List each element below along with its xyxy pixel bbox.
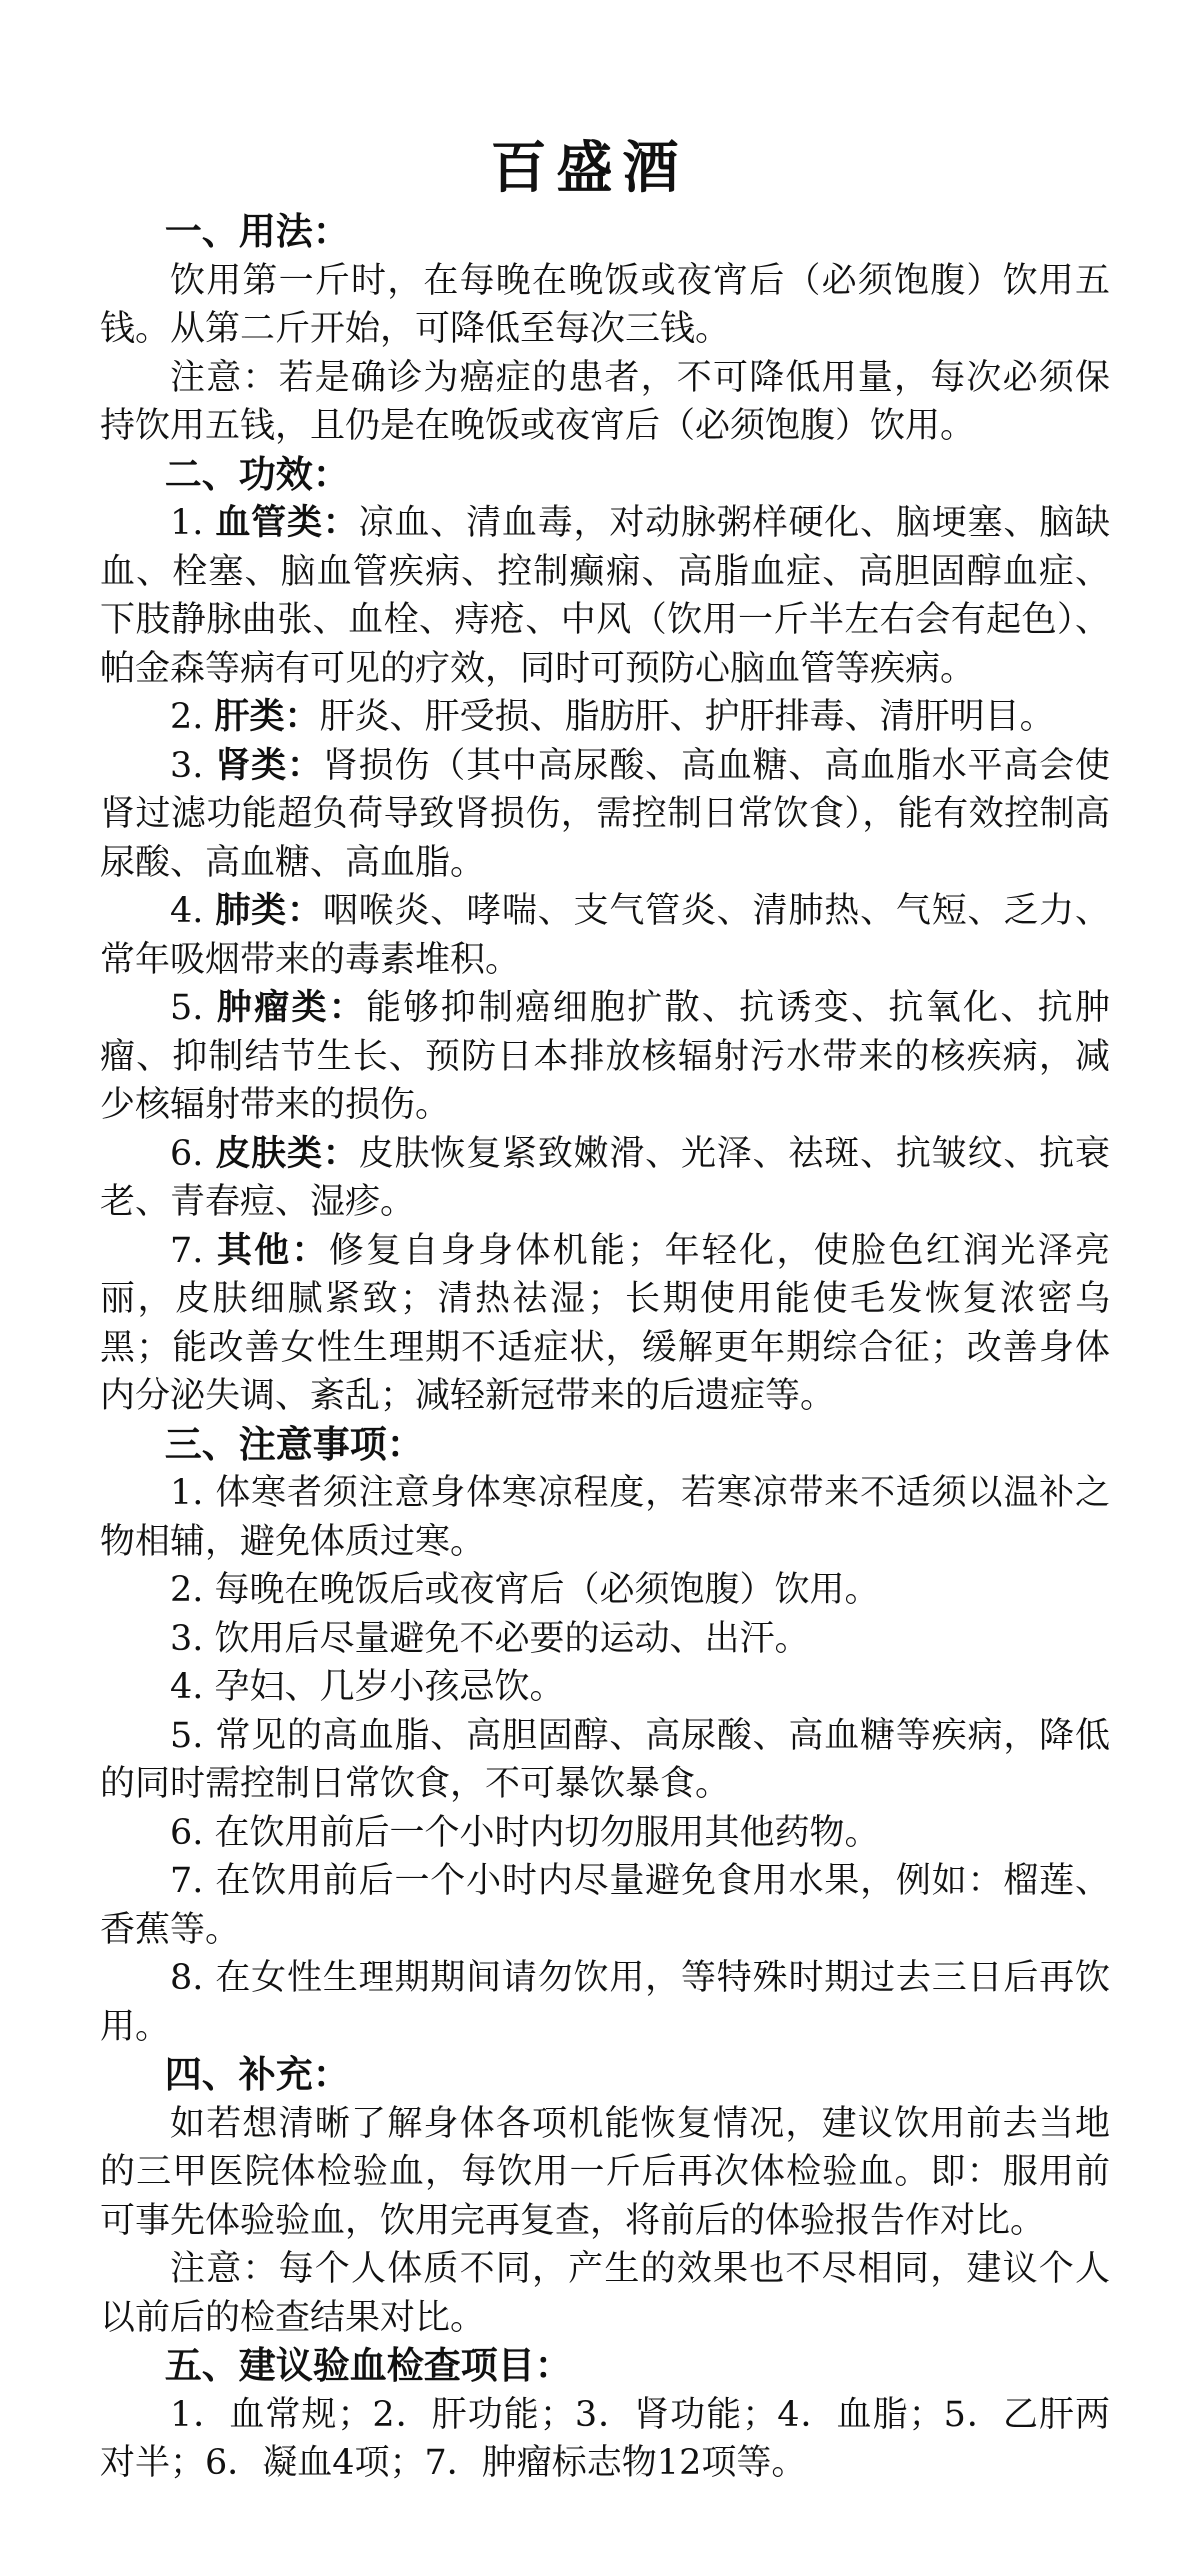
effect-item-lung <box>100 887 1110 984</box>
precaution-item <box>100 1566 1110 1615</box>
precaution-item <box>100 1712 1110 1809</box>
item-label: 其他： <box>216 1230 329 1271</box>
section-heading-effects: 二、功效： <box>164 452 350 496</box>
section-heading-supplement: 四、补充： <box>164 2053 350 2096</box>
tests-paragraph: 1．血常规；2．肝功能；3．肾功能；4．血脂；5．乙肝两对半；6．凝血4项；7．肿瘤标志物12项等。 <box>100 2394 1110 2483</box>
item-label: 肝类： <box>214 697 320 737</box>
item-number: 3. <box>170 745 204 786</box>
item-number: 7. <box>170 1861 204 1901</box>
precaution-item <box>100 1469 1110 1566</box>
item-text: 每晚在晚饭后或夜宵后（必须饱腹）饮用。 <box>214 1570 880 1610</box>
usage-paragraph: 饮用第一斤时，在每晚在晚饭或夜宵后（必须饱腹）饮用五钱。从第二斤开始，可降低至每次三钱。 <box>100 260 1110 349</box>
item-number: 1. <box>170 1473 204 1513</box>
effect-item-liver <box>100 693 1110 742</box>
precaution-item <box>100 1809 1110 1858</box>
item-text: 皮肤恢复紧致嫩滑、光泽、祛斑、抗皱纹、抗衰老、青春痘、湿疹。 <box>100 1133 1110 1222</box>
item-label: 血管类： <box>215 503 359 543</box>
usage-note: 注意：若是确诊为癌症的患者，不可降低用量，每次必须保持饮用五钱，且仍是在晚饭或夜宵后（必须饱腹）饮用。 <box>100 357 1110 446</box>
effect-item-vascular <box>100 499 1110 693</box>
item-number: 2. <box>170 697 204 737</box>
item-number: 6. <box>170 1133 204 1174</box>
item-number: 3. <box>170 1618 204 1659</box>
item-number: 7. <box>170 1230 204 1271</box>
precaution-item <box>100 1954 1110 2051</box>
item-text: 凉血、清血毒，对动脉粥样硬化、脑埂塞、脑缺血、栓塞、脑血管疾病、控制癫痫、高脂血症、高胆固醇血症、下肢静脉曲张、血栓、痔疮、中风（饮用一斤半左右会有起色）、帕金森等病有可见的疗效，同时可预防心脑血管等疾病。 <box>100 503 1110 689</box>
item-number: 6. <box>170 1812 204 1853</box>
item-label: 肺类： <box>215 891 323 931</box>
effect-item-other <box>100 1227 1110 1421</box>
item-number: 5. <box>170 1715 204 1756</box>
item-label: 肾类： <box>215 745 323 786</box>
item-text: 咽喉炎、哮喘、支气管炎、清肺热、气短、乏力、常年吸烟带来的毒素堆积。 <box>100 891 1110 980</box>
item-text: 在饮用前后一个小时内尽量避免食用水果，例如：榴莲、香蕉等。 <box>100 1861 1110 1950</box>
item-number: 5. <box>170 988 204 1028</box>
document-body <box>100 208 1110 2488</box>
effect-item-tumor <box>100 984 1110 1130</box>
item-text: 肝炎、肝受损、脂肪肝、护肝排毒、清肝明目。 <box>319 697 1055 737</box>
item-number: 1. <box>170 503 204 543</box>
item-text: 能够抑制癌细胞扩散、抗诱变、抗氧化、抗肿瘤、抑制结节生长、预防日本排放核辐射污水带来的核疾病，减少核辐射带来的损伤。 <box>100 988 1110 1125</box>
item-text: 肾损伤（其中高尿酸、高血糖、高血脂水平高会使肾过滤功能超负荷导致肾损伤，需控制日常饮食），能有效控制高尿酸、高血糖、高血脂。 <box>100 745 1110 883</box>
item-number: 2. <box>170 1570 204 1610</box>
effect-item-kidney <box>100 742 1110 888</box>
item-text: 修复自身身体机能；年轻化，使脸色红润光泽亮丽，皮肤细腻紧致；清热祛湿；长期使用能使毛发恢复浓密乌黑；能改善女性生理期不适症状，缓解更年期综合征；改善身体内分泌失调、紊乱；减轻新冠带来的后遗症等。 <box>100 1230 1110 1416</box>
item-text: 在女性生理期期间请勿饮用，等特殊时期过去三日后再饮用。 <box>100 1958 1110 2047</box>
item-label: 肿瘤类： <box>216 988 367 1028</box>
document-title: 百盛酒 <box>490 135 689 201</box>
item-number: 8. <box>170 1958 204 1998</box>
item-text: 体寒者须注意身体寒凉程度，若寒凉带来不适须以温补之物相辅，避免体质过寒。 <box>100 1473 1110 1562</box>
effect-item-skin <box>100 1130 1110 1227</box>
item-number: 4. <box>170 1667 204 1707</box>
precaution-item <box>100 1615 1110 1664</box>
item-text: 常见的高血脂、高胆固醇、高尿酸、高血糖等疾病，降低的同时需控制日常饮食，不可暴饮暴食。 <box>100 1715 1110 1804</box>
supplement-note: 注意：每个人体质不同，产生的效果也不尽相同，建议个人以前后的检查结果对比。 <box>100 2249 1110 2338</box>
item-text: 在饮用前后一个小时内切勿服用其他药物。 <box>214 1812 880 1853</box>
item-text: 孕妇、几岁小孩忌饮。 <box>214 1667 565 1707</box>
item-number: 4. <box>170 891 204 931</box>
supplement-paragraph: 如若想清晰了解身体各项机能恢复情况，建议饮用前去当地的三甲医院体检验血，每饮用一斤后再次体检验血。即：服用前可事先体验验血，饮用完再复查，将前后的体验报告作对比。 <box>100 2103 1110 2241</box>
item-text: 饮用后尽量避免不必要的运动、出汗。 <box>214 1618 810 1659</box>
section-heading-precautions: 三、注意事项： <box>164 1422 424 1466</box>
precaution-item <box>100 1857 1110 1954</box>
section-heading-tests: 五、建议验血检查项目： <box>164 2344 572 2387</box>
item-label: 皮肤类： <box>215 1133 359 1174</box>
precaution-item <box>100 1663 1110 1712</box>
section-heading-usage: 一、用法： <box>164 210 350 253</box>
